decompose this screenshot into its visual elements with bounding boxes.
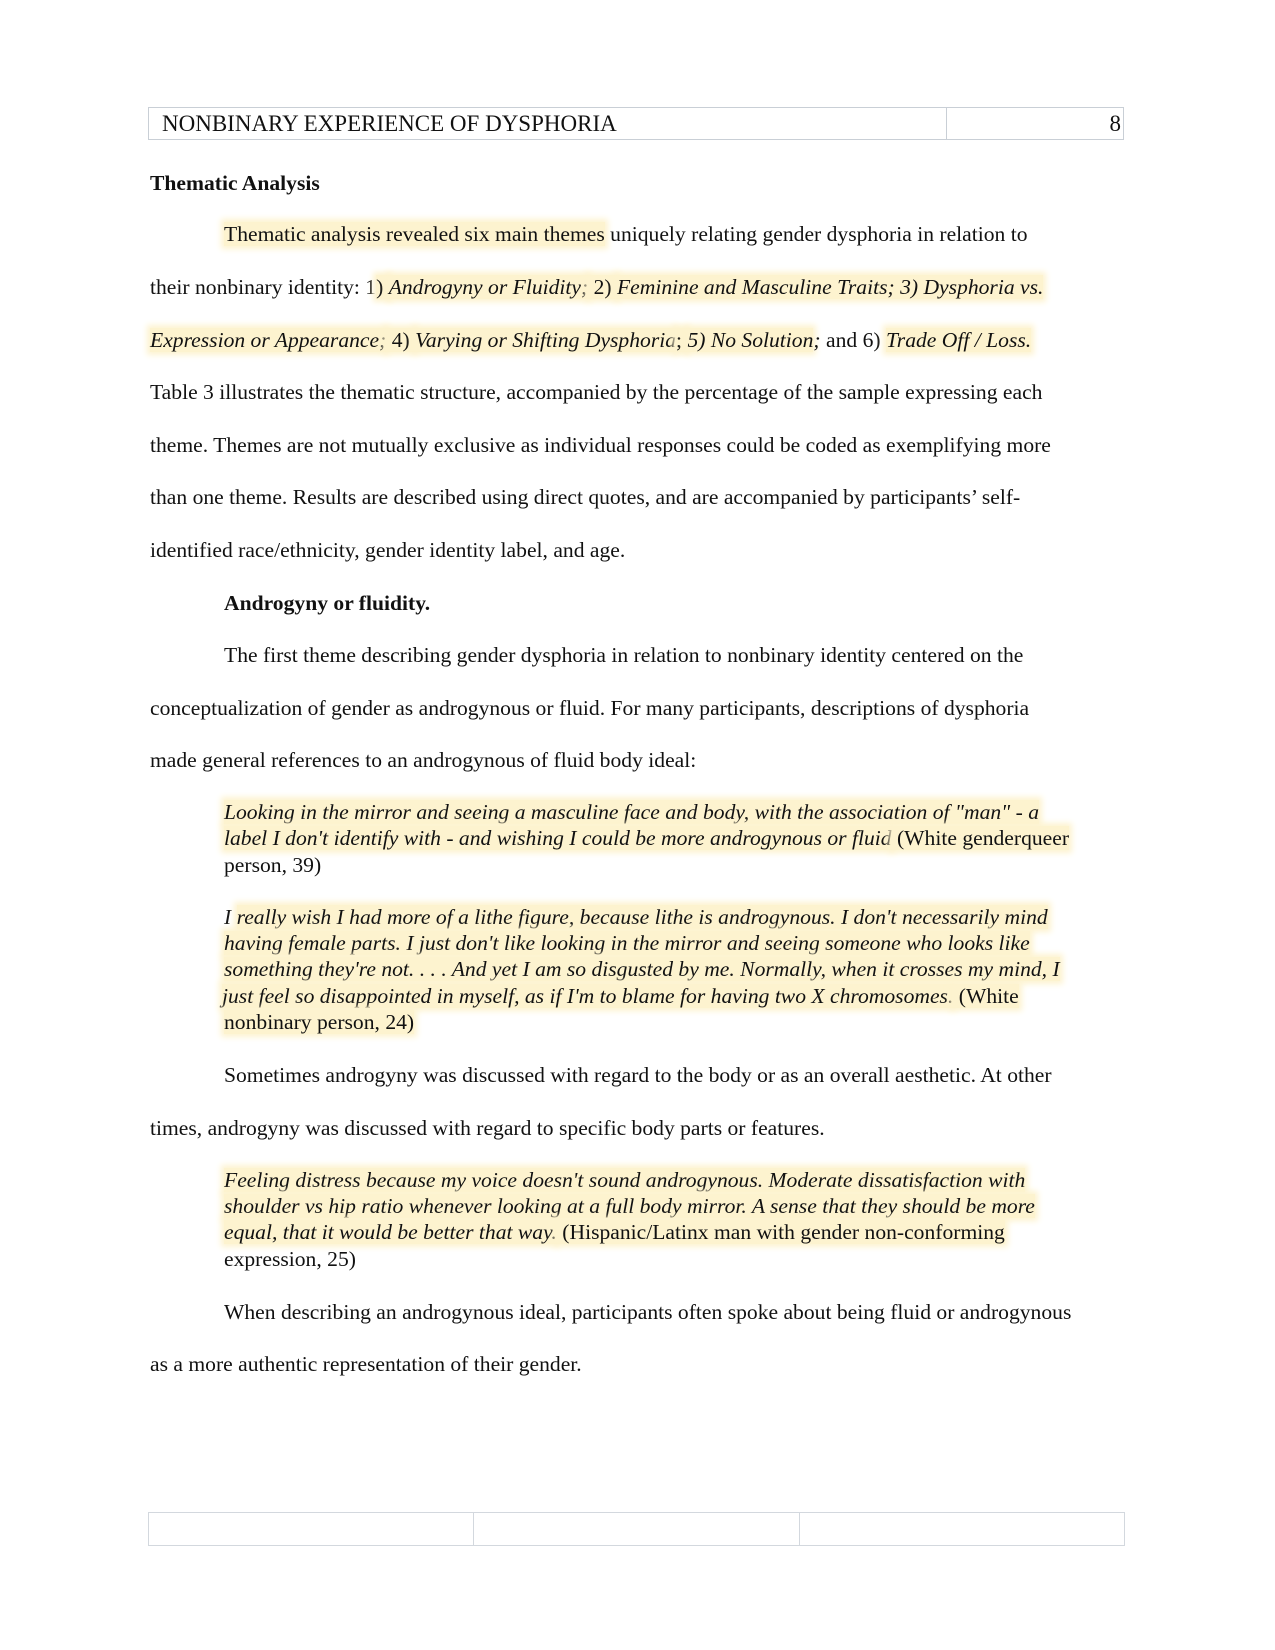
block-quote-line [224, 1194, 1035, 1219]
intro-line [150, 328, 1031, 353]
running-header [148, 107, 1124, 140]
text-run: ) [376, 275, 389, 299]
block-quote-line [224, 826, 1069, 851]
text-run: I [224, 905, 237, 929]
text-run: expression, 25) [224, 1247, 356, 1271]
text-run: ; [676, 328, 688, 352]
text-run: just feel so disappointed in myself, as if I'm to blame for having two X chromosomes. [222, 984, 954, 1008]
text-run: Feminine and Masculine Traits; 3) Dysphoria vs. [616, 275, 1044, 299]
intro-line [224, 222, 1028, 247]
block-quote-line [224, 1220, 1005, 1245]
footer-cell-left [149, 1513, 474, 1545]
section-heading: Thematic Analysis [150, 171, 320, 195]
text-run: 2) [588, 275, 617, 299]
text-run: really wish I had more of a lithe figure, because lithe is androgynous. I don't necessarily mind [236, 905, 1048, 929]
block-quote-line [224, 853, 321, 878]
text-run: ; [813, 328, 821, 352]
block-quote-line [224, 957, 1060, 982]
block-quote-line [224, 905, 1048, 930]
text-run: nonbinary person, 24) [224, 1010, 415, 1034]
text-run: Androgyny or Fluidity; [388, 275, 589, 299]
intro-line [150, 433, 1051, 458]
text-run: (White [953, 984, 1019, 1008]
block-quote-line [224, 931, 1030, 956]
text-run: Thematic analysis revealed six main themes [224, 222, 605, 246]
block-quote-line [224, 1247, 356, 1272]
text-run: than one theme. Results are described using direct quotes, and are accompanied by participants’ self- [150, 485, 1021, 509]
text-run: Table 3 illustrates the thematic structure, accompanied by the percentage of the sample expressing each [150, 380, 1043, 404]
paragraph-line: When describing an androgynous ideal, participants often spoke about being fluid or androgynous [224, 1300, 1072, 1324]
text-run: Looking in the mirror and seeing a masculine face and body, with the association of "man" - a [224, 800, 1040, 824]
text-run: label I don't identify with - and wishing I could be more androgynous or fluid [224, 826, 892, 850]
text-run: something they're not. . . . And yet I am so disgusted by me. Normally, when it crosses my mind, I [224, 957, 1060, 981]
block-quote-line [224, 1010, 414, 1035]
paragraph-line: times, androgyny was discussed with regard to specific body parts or features. [150, 1116, 825, 1140]
text-run: (Hispanic/Latinx man with gender non-conforming [556, 1220, 1005, 1244]
running-head-title: NONBINARY EXPERIENCE OF DYSPHORIA [149, 108, 947, 139]
block-quote-line [224, 800, 1039, 825]
text-run: equal, that it would be better that way. [224, 1220, 557, 1244]
text-run: uniquely relating gender dysphoria in relation to [604, 222, 1028, 246]
subheading: Androgyny or fluidity. [224, 591, 431, 615]
text-run: 4) [386, 328, 416, 352]
paragraph-line: as a more authentic representation of their gender. [150, 1352, 582, 1376]
text-run: shoulder vs hip ratio whenever looking at a full body mirror. A sense that they should be more [224, 1194, 1035, 1218]
paragraph-line: Sometimes androgyny was discussed with regard to the body or as an overall aesthetic. At other [224, 1063, 1052, 1087]
footer-table [148, 1512, 1125, 1546]
text-run: 5) No Solution [687, 328, 814, 352]
footer-cell-center [474, 1513, 799, 1545]
paragraph-line: The first theme describing gender dysphoria in relation to nonbinary identity centered on the [224, 643, 1024, 667]
text-run: theme. Themes are not mutually exclusive as individual responses could be coded as exemplifying more [150, 433, 1051, 457]
intro-line [150, 380, 1042, 405]
text-run: (White genderqueer [891, 826, 1070, 850]
block-quote-line [222, 984, 1019, 1009]
paragraph-line: conceptualization of gender as androgynous or fluid. For many participants, descriptions of dysphoria [150, 696, 1030, 720]
text-run: and 6) [820, 328, 886, 352]
page-number: 8 [1109, 111, 1121, 136]
text-run: having female parts. I just don't like looking in the mirror and seeing someone who looks like [224, 931, 1030, 955]
block-quote-line [224, 1168, 1025, 1193]
text-run: Feeling distress because my voice doesn't sound androgynous. Moderate dissatisfaction with [224, 1168, 1026, 1192]
intro-line [150, 275, 1043, 300]
paragraph-line: made general references to an androgynous of fluid body ideal: [150, 748, 697, 772]
intro-line [150, 538, 625, 563]
text-run: person, 39) [224, 853, 322, 877]
footer-cell-right [800, 1513, 1124, 1545]
intro-line [150, 485, 1020, 510]
text-run: their nonbinary identity: 1 [150, 275, 377, 299]
text-run: Varying or Shifting Dysphoria [415, 328, 677, 352]
text-run: Expression or Appearance; [150, 328, 387, 352]
text-run: identified race/ethnicity, gender identity label, and age. [150, 538, 626, 562]
text-run: Trade Off / Loss. [885, 328, 1032, 352]
